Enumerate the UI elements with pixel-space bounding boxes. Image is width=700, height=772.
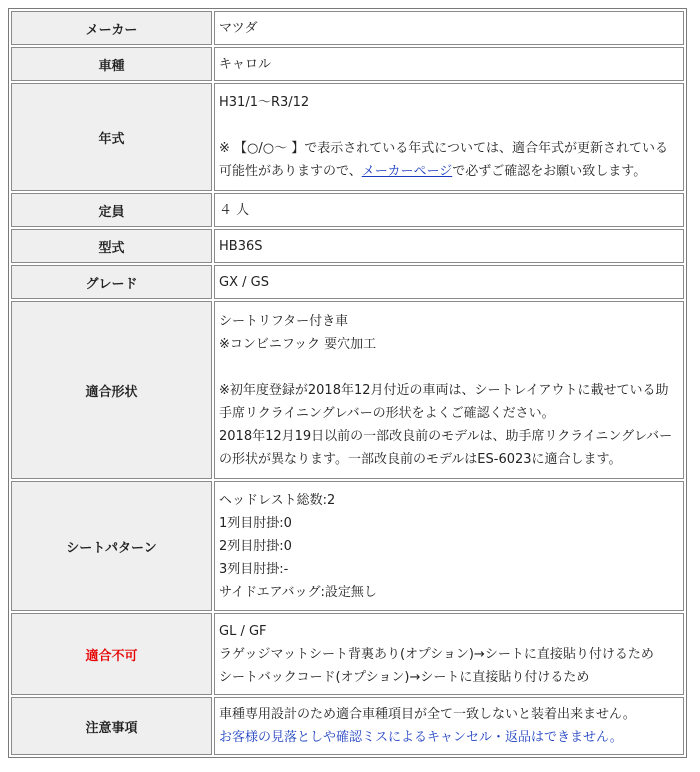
notes-label: 注意事項 (11, 697, 212, 755)
notes-value (214, 697, 684, 755)
row-type-code (11, 229, 684, 263)
fit-shape-note: 2018年12月19日以前の一部改良前のモデルは、助手席リクライニングレバーの形状が異なります。一部改良前のモデルはES-6023に適合します。 (219, 428, 673, 467)
spacer (219, 356, 677, 379)
fit-shape-label: 適合形状 (11, 301, 212, 479)
seat-pattern-label: シートパターン (11, 481, 212, 611)
row-fit-shape (11, 301, 684, 479)
maker-value: マツダ (214, 11, 684, 45)
not-compatible-value (214, 613, 684, 695)
year-note-text: ※ 【○/○～ 】で表示されている年式については、適合年式が更新されている可能性がありますので、 (219, 141, 668, 179)
type-code-value: HB36S (214, 229, 684, 263)
row-maker (11, 11, 684, 45)
grade-value: GX / GS (214, 265, 684, 299)
spacer (219, 114, 677, 137)
seat-pattern-line: 3列目肘掛:- (219, 561, 289, 577)
not-compatible-label: 適合不可 (11, 613, 212, 695)
grade-label: グレード (11, 265, 212, 299)
notes-line: 車種専用設計のため適合車種項目が全て一致しないと装着出来ません。 (219, 707, 636, 722)
fit-shape-line: シートリフター付き車 (219, 313, 349, 329)
year-value (214, 83, 684, 191)
not-compatible-line: シートバックコード(オプション)→シートに直接貼り付けるため (219, 669, 590, 685)
row-seat-pattern (11, 481, 684, 611)
row-model (11, 47, 684, 81)
year-note-end: で必ずご確認をお願い致します。 (452, 164, 647, 179)
model-label: 車種 (11, 47, 212, 81)
model-value: キャロル (214, 47, 684, 81)
seat-pattern-value (214, 481, 684, 611)
seat-pattern-line: サイドエアバッグ:設定無し (219, 584, 377, 600)
year-range: H31/1～R3/12 (219, 95, 310, 110)
row-not-compatible (11, 613, 684, 695)
seat-pattern-line: 2列目肘掛:0 (219, 538, 292, 554)
year-label: 年式 (11, 83, 212, 191)
seat-pattern-line: ヘッドレスト総数:2 (219, 492, 336, 508)
vehicle-spec-table (8, 8, 687, 758)
fit-shape-value (214, 301, 684, 479)
fit-shape-note: ※初年度登録が2018年12月付近の車両は、シートレイアウトに載せている助手席リクライニングレバーの形状をよくご確認ください。 (219, 382, 669, 421)
fit-shape-line: ※コンビニフック 要穴加工 (219, 336, 377, 352)
maker-page-link[interactable]: メーカーページ (361, 164, 453, 179)
not-compatible-line: ラゲッジマットシート背裏あり(オプション)→シートに直接貼り付けるため (219, 646, 654, 662)
not-compatible-line: GL / GF (219, 623, 267, 639)
row-grade (11, 265, 684, 299)
type-code-label: 型式 (11, 229, 212, 263)
notes-warning-line: お客様の見落としや確認ミスによるキャンセル・返品はできません。 (219, 730, 623, 745)
seat-pattern-line: 1列目肘掛:0 (219, 515, 292, 531)
capacity-value: ４ 人 (214, 193, 684, 227)
row-notes (11, 697, 684, 755)
capacity-label: 定員 (11, 193, 212, 227)
row-year (11, 83, 684, 191)
row-capacity (11, 193, 684, 227)
maker-label: メーカー (11, 11, 212, 45)
year-note (219, 137, 677, 183)
